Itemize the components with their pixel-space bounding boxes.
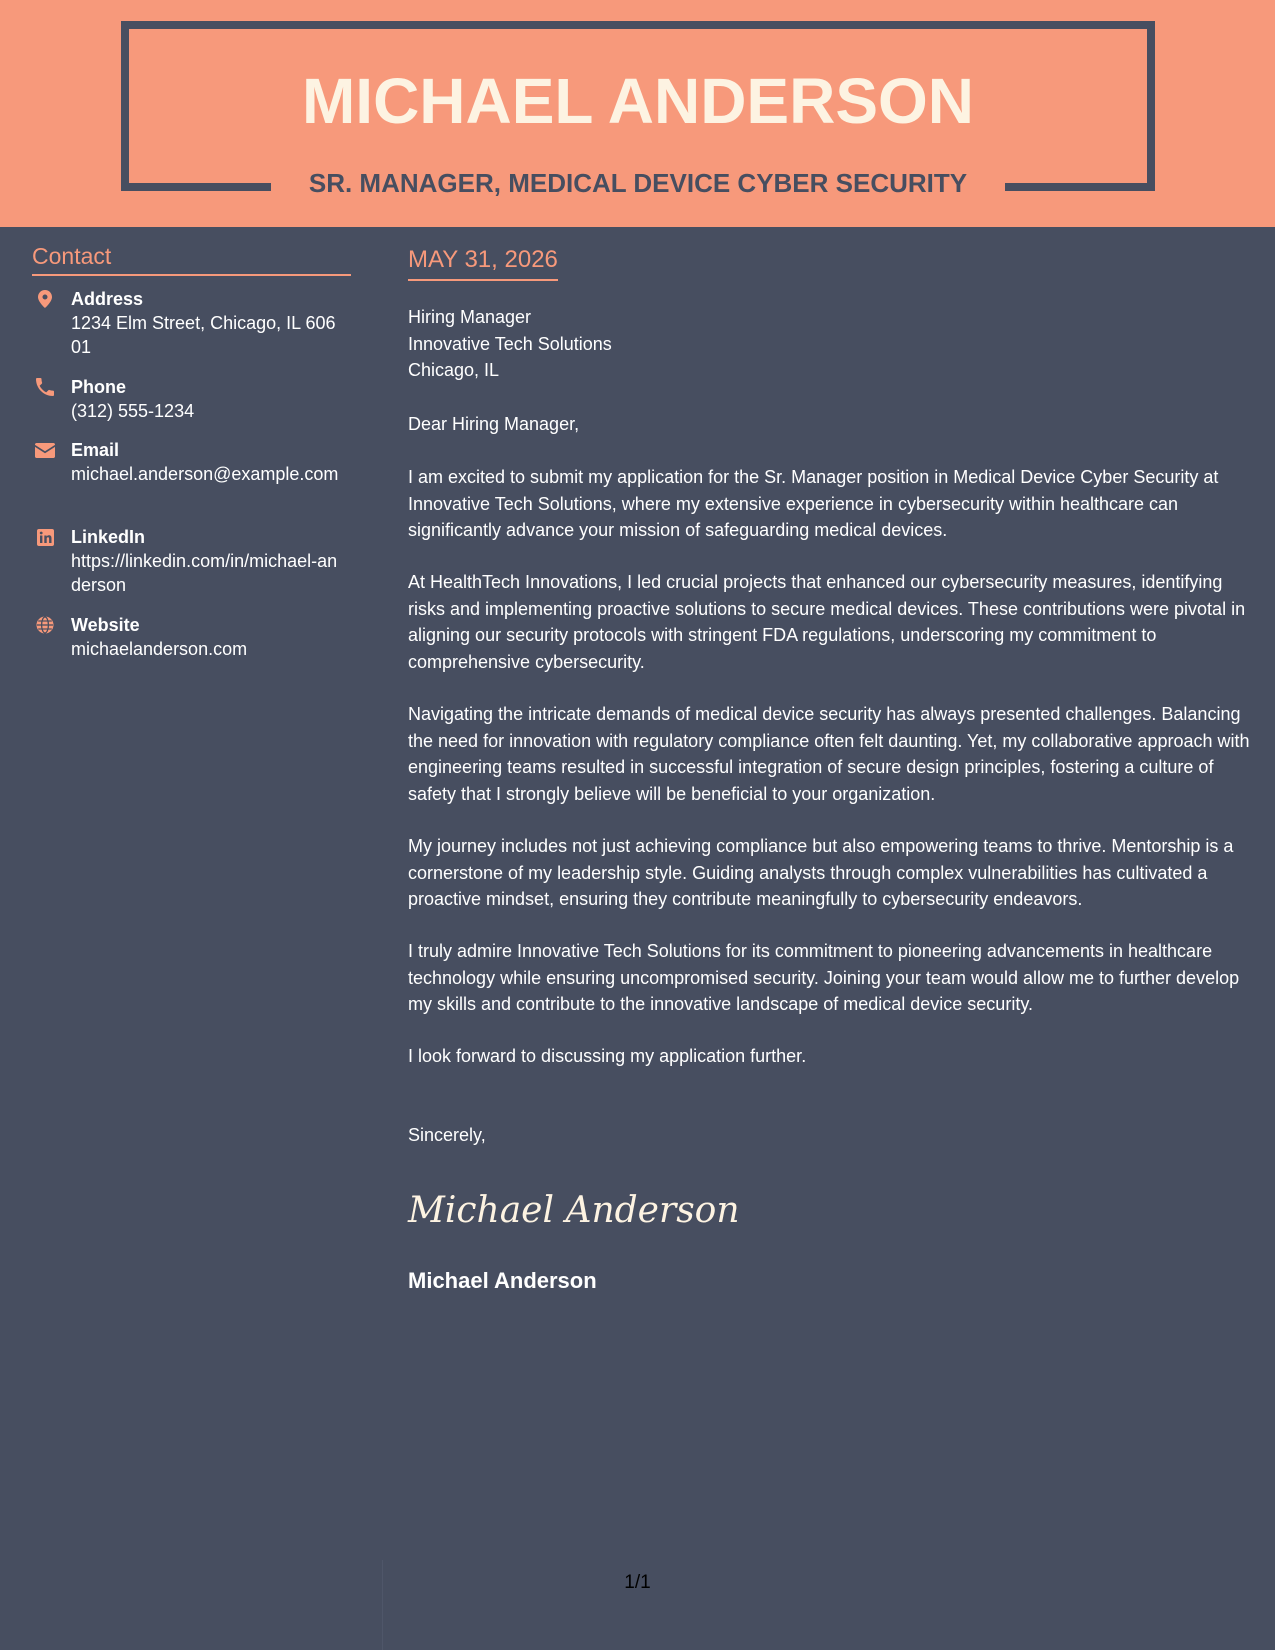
linkedin-value[interactable]: https://linkedin.com/in/michael-anderson	[71, 551, 338, 595]
paragraph: My journey includes not just achieving compliance but also empowering teams to thrive. Mentorship is a cornerstone of my leadership style. Guiding analysts through complex vulnerabilities has cultivated a proactive mindset, ensuring they contribute meaningfully to cybersecurity endeavors.	[408, 836, 1234, 909]
header-banner	[0, 0, 1275, 227]
page-number: 1/1	[624, 1572, 651, 1593]
globe-icon	[32, 615, 58, 635]
letter-date: MAY 31, 2026	[408, 244, 558, 281]
job-title: SR. MANAGER, MEDICAL DEVICE CYBER SECURITY	[308, 168, 968, 198]
linkedin-icon	[32, 527, 58, 547]
recipient-line: Chicago, IL	[408, 360, 500, 380]
recipient-line: Innovative Tech Solutions	[408, 333, 612, 354]
paragraph: I look forward to discussing my application further.	[408, 1046, 807, 1066]
signature-text: Michael Anderson	[408, 1190, 740, 1231]
phone-value: (312) 555-1234	[71, 401, 195, 421]
email-value: michael.anderson@example.com	[71, 464, 339, 484]
paragraph: At HealthTech Innovations, I led crucial projects that enhanced our cybersecurity measures, identifying risks and implementing proactive solutions to secure medical devices. These contributions were pivotal in aligning our security protocols with stringent FDA regulations, underscoring my commitment to comprehensive cybersecurity.	[408, 572, 1246, 672]
signed-name: Michael Anderson	[408, 1268, 597, 1293]
handwritten-signature	[406, 1180, 740, 1240]
contact-heading: Contact	[32, 241, 351, 276]
map-pin-icon	[32, 289, 58, 309]
contact-label: Email	[71, 440, 120, 460]
recipient-line: Hiring Manager	[408, 307, 532, 327]
paragraph: I truly admire Innovative Tech Solutions for its commitment to pioneering advancements in healthcare technology while ensuring uncompromised security. Joining your team would allow me to further develop my skills and contribute to the innovative landscape of medical device security.	[408, 941, 1240, 1014]
phone-icon	[32, 377, 58, 397]
applicant-name: MICHAEL ANDERSON	[301, 65, 975, 137]
contact-label: Address	[71, 289, 144, 309]
envelope-icon	[32, 440, 58, 460]
contact-label: LinkedIn	[71, 527, 146, 547]
recipient-block	[408, 304, 612, 384]
paragraph: Navigating the intricate demands of medical device security has always presented challenges. Balancing the need for innovation with regulatory compliance often felt daunting. Yet, my collaborative approach with engineering teams resulted in successful integration of secure design principles, fostering a culture of safety that I strongly believe will be beneficial to your organization.	[408, 704, 1250, 804]
contact-label: Website	[71, 615, 140, 635]
contact-label: Phone	[71, 377, 127, 397]
address-value: 1234 Elm Street, Chicago, IL 60601	[71, 313, 336, 357]
paragraph: I am excited to submit my application for the Sr. Manager position in Medical Device Cyber Security at Innovative Tech Solutions, where my extensive experience in cybersecurity within healthcare can significantly advance your mission of safeguarding medical devices.	[408, 467, 1219, 540]
salutation: Dear Hiring Manager,	[408, 414, 580, 434]
website-value[interactable]: michaelanderson.com	[71, 639, 248, 659]
closing: Sincerely,	[408, 1125, 486, 1145]
